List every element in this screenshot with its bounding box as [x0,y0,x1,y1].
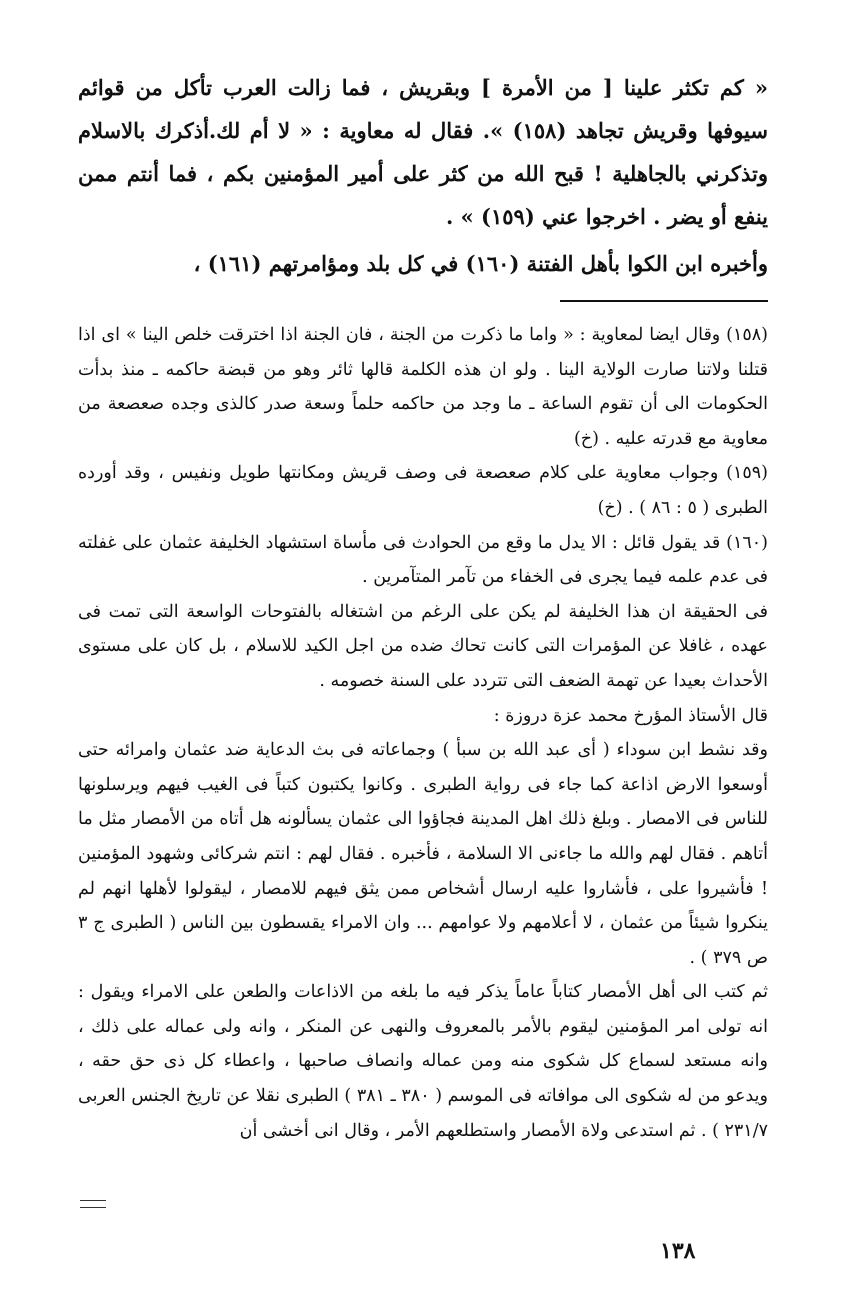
footnote-159: (١٥٩) وجواب معاوية على كلام صعصعة فى وصف قريش ومكانتها طويل ونفيس ، وقد أورده الطبرى ( ٥ : ٨٦ ) . (خ) [78,463,768,518]
footnote-158: (١٥٨) وقال ايضا لمعاوية : « واما ما ذكرت من الجنة ، فان الجنة اذا اخترقت خلص الينا » اى اذا قتلنا ولاتنا صارت الولاية الينا . ولو ان هذه الكلمة قالها ثائر وهو من قبضة حاكمه ـ منذ بدأت الحكومات الى أن تقوم الساعة ـ ما وجد من حاكمه حلماً وسعة صدر كالذى وجده صعصعة من معاوية مع قدرته عليه . (خ) [78,325,768,449]
footnotes [78,318,768,1148]
footnote-paragraph: قال الأستاذ المؤرخ محمد عزة دروزة : [493,705,768,726]
page-number: ١٣٨ [660,1238,696,1264]
footnote-separator [560,300,768,302]
footnote-160: (١٦٠) قد يقول قائل : الا يدل ما وقع من الحوادث فى مأساة استشهاد الخليفة عثمان على غفلته فى عدم علمه فيما يجرى فى الخفاء من تآمر المتآمرين . [78,532,768,588]
main-paragraph: « كم تكثر علينا [ من الأمرة ] وبقريش ، فما زالت العرب تأكل من قوائم سيوفها وقريش تجاهد (١٥٨) ». فقال له معاوية : « لا أم لك.أذكرك بالاسلام وتذكرني بالجاهلية ! قبح الله من كثر على أمير المؤمنين بكم ، فما أنتم ممن ينفع أو يضر . اخرجوا عني (١٥٩) » . [78,75,768,229]
main-text [78,66,768,285]
footnote-paragraph: وقد نشط ابن سوداء ( أى عبد الله بن سبأ ) وجماعاته فى بث الدعاية ضد عثمان وامرائه حتى أوسعوا الارض اذاعة كما جاء فى رواية الطبرى . وكانوا يكتبون كتباً فى الغيب فيهم ويرسلونها للناس فى الامصار . وبلغ ذلك اهل المدينة فجاؤوا الى عثمان يسألونه هل أتاه من الأمصار مثل ما أتاهم . فقال لهم والله ما جاءنى الا السلامة ، فأخبره . فقال لهم : انتم شركائى وشهود المؤمنين ! فأشيروا على ، فأشاروا عليه ارسال أشخاص ممن يثق فيهم للامصار ، ليقولوا لأهلها انهم لم ينكروا شيئاً من عثمان ، لا أعلامهم ولا عوامهم ... وان الامراء يقسطون بين الناس ( الطبرى ج ٣ ص ٣٧٩ ) . [78,740,768,968]
continuation-mark [80,1200,106,1208]
footnote-paragraph: ثم كتب الى أهل الأمصار كتاباً عاماً يذكر فيه ما بلغه من الاذاعات والطعن على الامراء ويقول : انه تولى امر المؤمنين ليقوم بالأمر بالمعروف والنهى عن المنكر ، وانه ولى عماله على ذلك ، وانه مستعد لسماع كل شكوى منه ومن عماله وانصاف صاحبها ، واعطاء كل ذى حق حقه ، ويدعو من له شكوى الى موافاته فى الموسم ( ٣٨٠ ـ ٣٨١ ) الطبرى نقلا عن تاريخ الجنس العربى ٢٣١/٧ ) . ثم استدعى ولاة الأمصار واستطلعهم الأمر ، وقال انى أخشى أن [78,982,768,1141]
main-paragraph: وأخبره ابن الكوا بأهل الفتنة (١٦٠) في كل بلد ومؤامرتهم (١٦١) ، [193,251,768,276]
footnote-paragraph: فى الحقيقة ان هذا الخليفة لم يكن على الرغم من اشتغاله بالفتوحات الواسعة التى تمت فى عهده ، غافلا عن المؤمرات التى كانت تحاك ضده من اجل الكيد للاسلام ، بل كان على مستوى الأحداث بعيدا عن تهمة الضعف التى تتردد على السنة خصومه . [78,601,768,691]
